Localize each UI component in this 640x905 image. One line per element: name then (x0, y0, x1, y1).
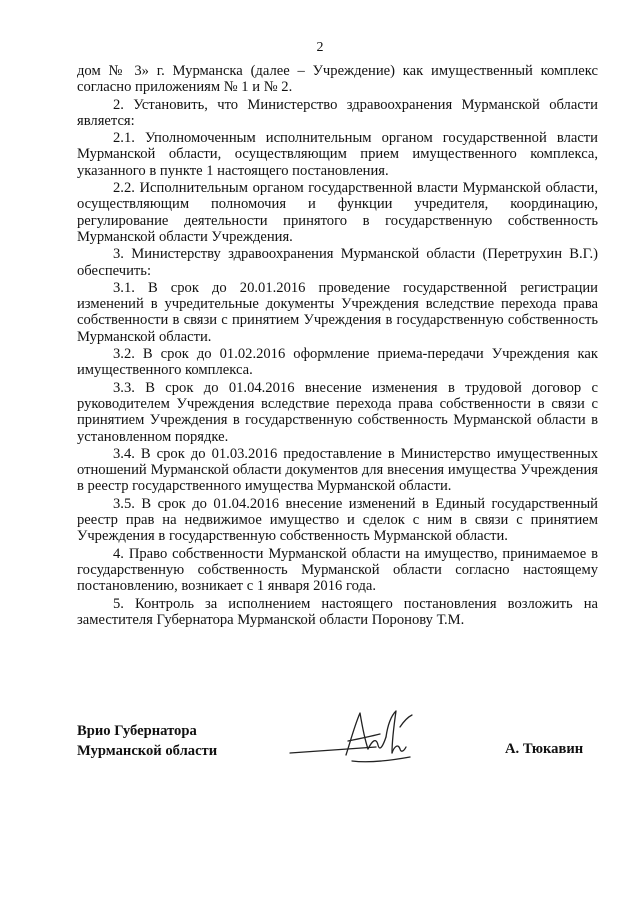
paragraph-continuation: дом № 3» г. Мурманска (далее – Учреждение) как имущественный комплекс согласно приложениям № 1 и № 2. (77, 63, 598, 96)
document-body (77, 63, 598, 629)
paragraph-item-3-4: 3.4. В срок до 01.03.2016 предоставление в Министерство имущественных отношений Мурманской области документов для внесения имущества Учреждения в реестр государственного имущества Мурманской области. (77, 445, 598, 495)
paragraph-item-2: 2. Установить, что Министерство здравоохранения Мурманской области является: (77, 96, 598, 129)
signatory-title-line2: Мурманской области (77, 743, 218, 759)
handwritten-signature (288, 703, 428, 773)
paragraph-item-3-5: 3.5. В срок до 01.04.2016 внесение изменений в Единый государственный реестр прав на недвижимое имущество и сделок с ним в связи с принятием Учреждения в государственную собственность Мурманской области. (77, 495, 598, 545)
paragraph-item-3: 3. Министерству здравоохранения Мурманской области (Перетрухин В.Г.) обеспечить: (77, 246, 598, 279)
signatory-title (77, 721, 217, 761)
signatory-name: А. Тюкавин (505, 741, 584, 757)
paragraph-item-5: 5. Контроль за исполнением настоящего постановления возложить на заместителя Губернатора Мурманской области Поронову Т.М. (77, 595, 598, 628)
paragraph-item-3-3: 3.3. В срок до 01.04.2016 внесение изменения в трудовой договор с руководителем Учреждения вследствие перехода права собственности в связи с принятием Учреждения в государственную собственность Мурманской области в установленном порядке. (77, 379, 598, 445)
paragraph-item-3-1: 3.1. В срок до 20.01.2016 проведение государственной регистрации изменений в учредительные документы Учреждения вследствие перехода права собственности в связи с принятием Учреждения в государственную собственность Мурманской области. (77, 279, 598, 345)
paragraph-item-4: 4. Право собственности Мурманской области на имущество, принимаемое в государственную собственность Мурманской области согласно настоящему постановлению, возникает с 1 января 2016 года. (77, 545, 598, 595)
signatory-title-line1: Врио Губернатора (77, 723, 197, 739)
page-number: 2 (316, 40, 324, 55)
paragraph-item-3-2: 3.2. В срок до 01.02.2016 оформление приема-передачи Учреждения как имущественного комплекса. (77, 346, 598, 379)
paragraph-item-2-2: 2.2. Исполнительным органом государственной власти Мурманской области, осуществляющим полномочия и функции учредителя, координацию, регулирование деятельности принятого в государственную собственность Мурманской области Учреждения. (77, 180, 598, 245)
paragraph-item-2-1: 2.1. Уполномоченным исполнительным органом государственной власти Мурманской области, осуществляющим прием имущественного комплекса, указанного в пункте 1 настоящего постановления. (77, 130, 598, 179)
